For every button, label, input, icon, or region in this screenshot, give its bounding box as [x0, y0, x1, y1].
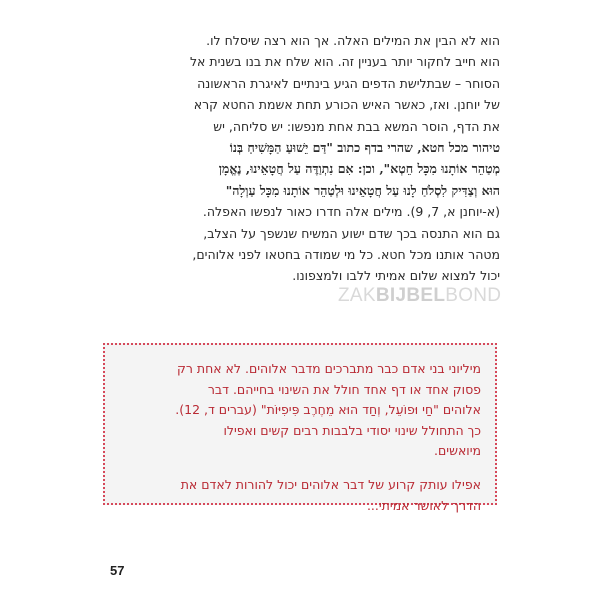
callout-line: פסוק אחד או דף אחד חולל את השינוי בחייהם. דבר — [207, 381, 481, 397]
callout-box — [103, 343, 497, 513]
watermark-part: BIJBEL — [375, 285, 446, 306]
text-line: יכול למצוא שלום אמיתי ללבו ולמצפונו. — [292, 268, 500, 284]
text-line: (א-יוחנן א, 7, 9). מילים אלה חדרו כאור לנפשו האפלה. — [202, 204, 500, 220]
text-line: של יוחנן. ואז, כאשר האיש הכורע תחת אשמת החטא קרא — [193, 97, 500, 113]
callout-line: הדרך לאושר אמיתי... — [366, 497, 481, 513]
text-line: את הדף, הוסר המשא בבת אחת מנפשו: יש סליחה, יש — [213, 118, 500, 134]
callout-line: כך התחולל שינוי יסודי בלבבות רבים קשים ואפילו — [223, 422, 481, 438]
watermark-part: BOND — [445, 285, 502, 306]
callout-line: אלוהים "חַי וּפוֹעֵל, וְחַד הוּא מֵחֶרֶב פִּיפִיּוֹת" (עברים ד, 12). — [175, 402, 481, 418]
page-number: 57 — [110, 563, 125, 578]
text-line: מְטַהֵר אוֹתָנוּ מִכָּל חֵטְא", וכן: אִם נִתְוַדֶּה עַל חֲטָאֵינוּ, נֶאֱמָן — [218, 161, 500, 177]
callout-line: מיליוני בני אדם כבר מתברכים מדבר אלוהים. לא אחת רק — [176, 361, 481, 376]
main-paragraph — [130, 30, 500, 287]
callout-line: אפילו עותק קרוע של דבר אלוהים יכול להורות לאדם את — [180, 476, 481, 492]
callout-line: מיואשים. — [434, 443, 481, 459]
text-line: הוּא וְצַדִּיק לִסְלֹחַ לָנוּ עַל חֲטָאֵינוּ וּלְטַהֵר אוֹתָנוּ מִכָּל עַוְלָה" — [225, 182, 500, 198]
paragraph-spacer — [121, 462, 481, 475]
watermark-part: ZAK — [338, 285, 376, 306]
text-line: הסוחר – שבתלישת הדפים הגיע בינתיים לאיגרת הראשונה — [197, 75, 500, 91]
text-line: מטהר אותנו מכל חטא. כל מי שמודה בחטאו לפני אלוהים, — [192, 247, 500, 263]
text-line: הוא לא הבין את המילים האלה. אך הוא רצה שיסלח לו. — [206, 33, 500, 48]
text-line: גם הוא התנסה בכך שדם ישוע המשיח שנשפך על הצלב, — [203, 225, 500, 241]
publisher-watermark — [338, 285, 518, 307]
text-line: הוא חייב לחקור יותר בעניין זה. הוא שלח את בנו בשנית אל — [189, 54, 500, 70]
callout-text — [121, 359, 481, 516]
text-line: טיהור מכל חטא, שהרי בדף כתוב "דַּם יֵשׁוּעַ הַמָּשִׁיחַ בְּנוֹ — [229, 140, 500, 156]
